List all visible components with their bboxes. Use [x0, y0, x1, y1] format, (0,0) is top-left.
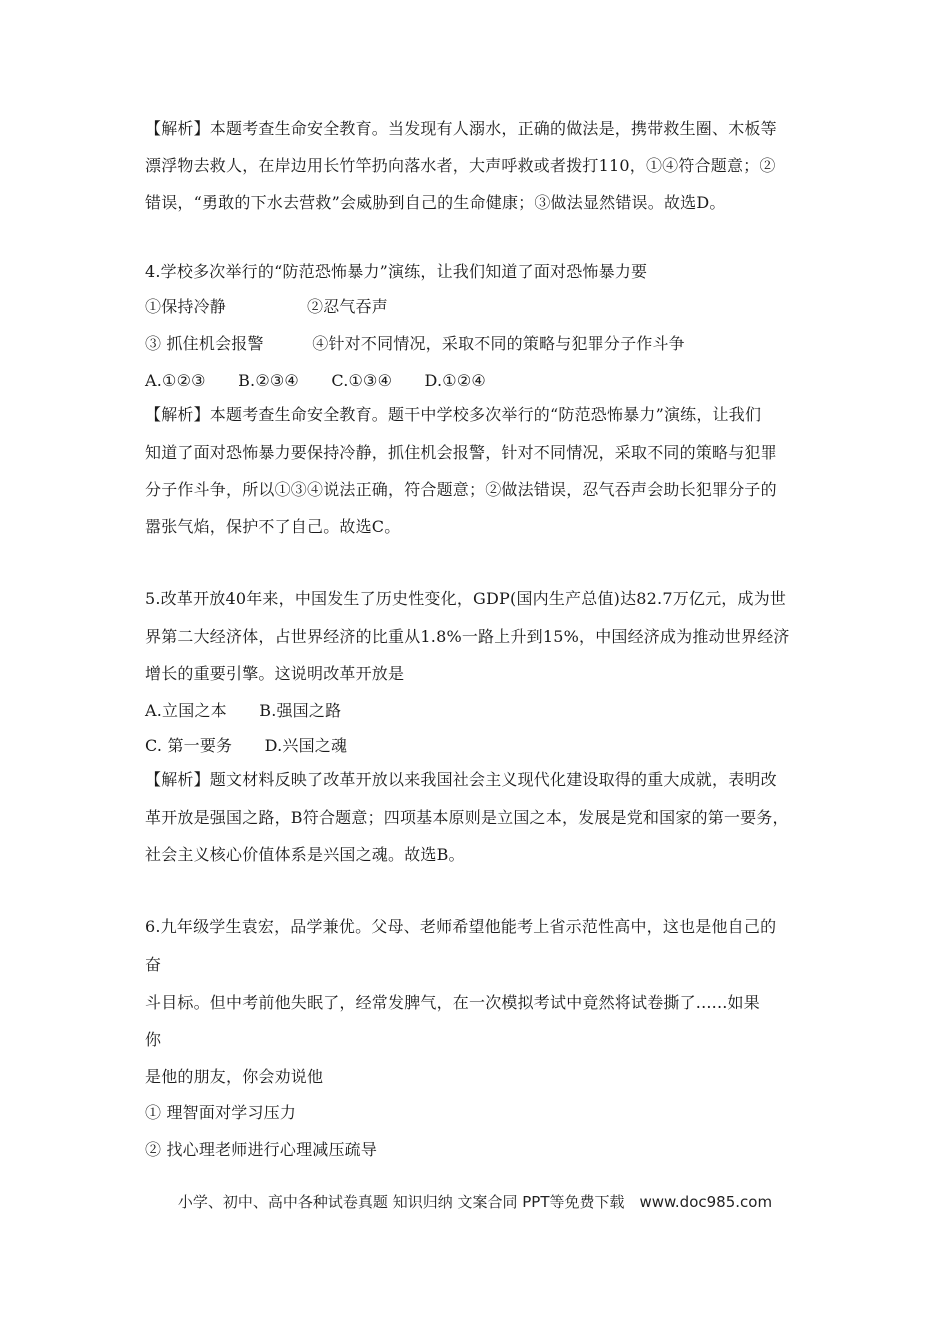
- text-line: 5.改革开放40年来，中国发生了历史性变化，GDP(国内生产总值)达82.7万亿元，成为世: [145, 589, 787, 608]
- text-line: 知道了面对恐怖暴力要保持冷静，抓住机会报警，针对不同情况，采取不同的策略与犯罪: [145, 443, 777, 462]
- text-line: 6.九年级学生袁宏，品学兼优。父母、老师希望他能考上省示范性高中，这也是他自己的: [145, 917, 777, 936]
- text-line: 分子作斗争，所以①③④说法正确，符合题意；②做法错误，忍气吞声会助长犯罪分子的: [145, 480, 777, 499]
- text-line: ② 找心理老师进行心理减压疏导: [145, 1140, 378, 1159]
- text-line: 是他的朋友，你会劝说他: [145, 1067, 324, 1086]
- text-line: A.①②③ B.②③④ C.①③④ D.①②④: [145, 371, 486, 390]
- text-line: ①保持冷静 ②忍气吞声: [145, 297, 389, 316]
- text-line: 增长的重要引擎。这说明改革开放是: [145, 664, 405, 683]
- page-footer: 小学、初中、高中各种试卷真题 知识归纳 文案合同 PPT等免费下载 www.doc985.com: [177, 1193, 773, 1211]
- text-line: 斗目标。但中考前他失眠了，经常发脾气，在一次模拟考试中竟然将试卷撕了......如果: [145, 993, 760, 1012]
- text-line: 界第二大经济体，占世界经济的比重从1.8%一路上升到15%，中国经济成为推动世界经济: [145, 627, 790, 646]
- text-line: 4.学校多次举行的“防范恐怖暴力”演练，让我们知道了面对恐怖暴力要: [145, 262, 648, 281]
- text-line: 【解析】本题考查生命安全教育。当发现有人溺水，正确的做法是，携带救生圈、木板等: [145, 119, 777, 138]
- text-line: 你: [145, 1030, 162, 1049]
- text-line: 错误，“勇敢的下水去营救”会威胁到自己的生命健康；③做法显然错误。故选D。: [145, 193, 726, 212]
- text-line: 【解析】本题考查生命安全教育。题干中学校多次举行的“防范恐怖暴力”演练，让我们: [145, 405, 762, 424]
- text-line: 奋: [145, 955, 162, 974]
- text-line: 漂浮物去救人，在岸边用长竹竿扔向落水者，大声呼救或者拨打110，①④符合题意；②: [145, 156, 776, 175]
- text-line: ① 理智面对学习压力: [145, 1103, 297, 1122]
- text-line: ③ 抓住机会报警 ④针对不同情况，采取不同的策略与犯罪分子作斗争: [145, 334, 685, 353]
- text-line: A.立国之本 B.强国之路: [145, 701, 342, 720]
- text-line: C. 第一要务 D.兴国之魂: [145, 736, 348, 755]
- text-line: 【解析】题文材料反映了改革开放以来我国社会主义现代化建设取得的重大成就，表明改: [145, 770, 777, 789]
- text-line: 社会主义核心价值体系是兴国之魂。故选B。: [145, 845, 465, 864]
- text-line: 嚣张气焰，保护不了自己。故选C。: [145, 517, 401, 536]
- text-line: 革开放是强国之路，B符合题意；四项基本原则是立国之本，发展是党和国家的第一要务，: [145, 808, 789, 827]
